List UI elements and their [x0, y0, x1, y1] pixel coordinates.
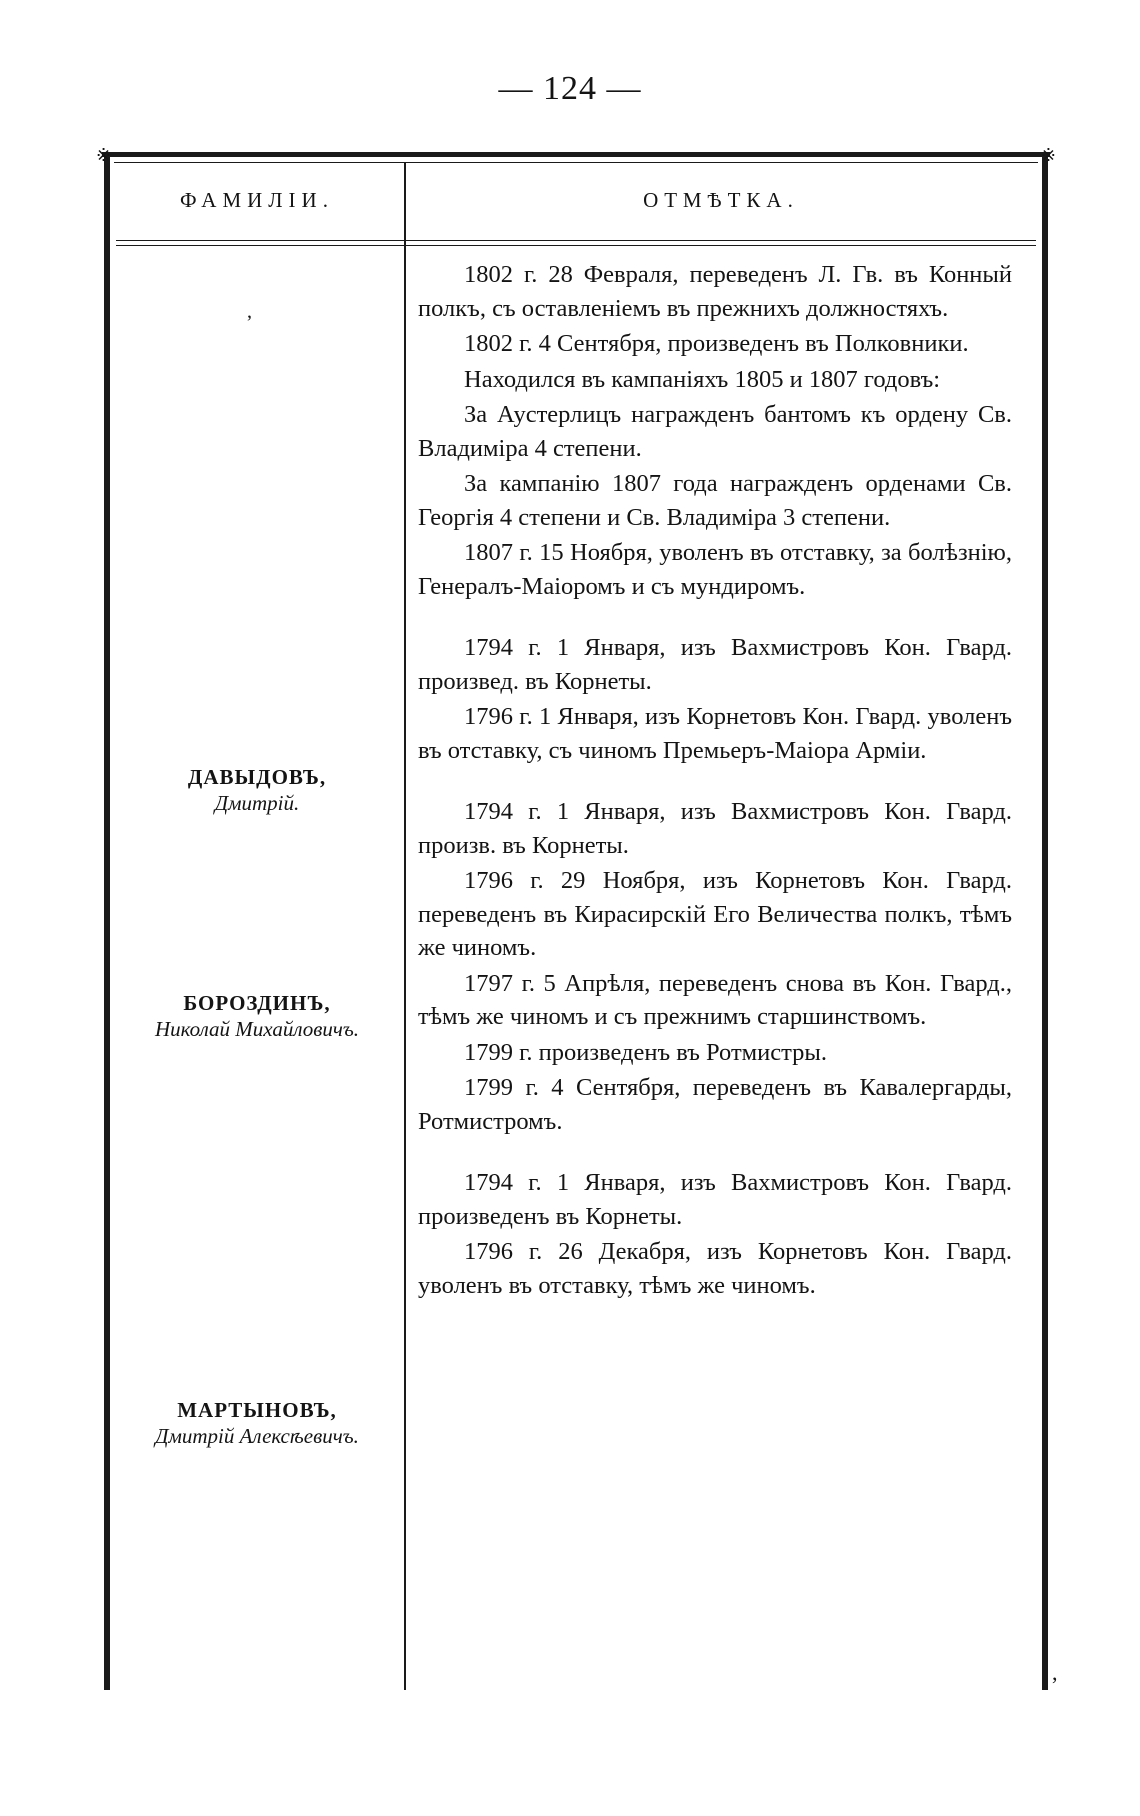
- tick-mark: ʼ: [246, 312, 253, 334]
- corner-ornament-icon: ※: [96, 145, 112, 165]
- top-rule: [102, 152, 1050, 157]
- table-frame: [96, 145, 1056, 1690]
- surname: БОРОЗДИНЪ,: [183, 991, 331, 1015]
- edge-mark: ,: [1052, 1660, 1058, 1685]
- record-entry: 1807 г. 15 Ноября, уволенъ въ отставку, за болѣзнію, Генералъ-Маіоромъ и съ мундиромъ.: [418, 539, 1012, 600]
- notes-column: [418, 258, 1012, 1304]
- header-rule: [116, 240, 1036, 246]
- record-entry: 1802 г. 28 Февраля, переведенъ Л. Гв. въ Конный полкъ, съ оставленіемъ въ прежнихъ должностяхъ.: [418, 261, 1012, 322]
- person-entry: [110, 1397, 404, 1449]
- record-entry: 1794 г. 1 Января, изъ Вахмистровъ Кон. Гвард. произв. въ Корнеты.: [418, 798, 1012, 859]
- record-entry: 1796 г. 29 Ноября, изъ Корнетовъ Кон. Гвард. переведенъ въ Кирасирскій Его Величества полкъ, тѣмъ же чиномъ.: [418, 867, 1012, 961]
- given-name: Николай Михайловичъ.: [154, 1017, 360, 1041]
- record-entry: 1794 г. 1 Января, изъ Вахмистровъ Кон. Гвард. произвед. въ Корнеты.: [418, 634, 1012, 695]
- column-header-notes: ОТМѢТКА.: [643, 188, 799, 212]
- record-entry: 1802 г. 4 Сентября, произведенъ въ Полковники.: [464, 330, 969, 357]
- record-entry: 1799 г. произведенъ въ Ротмистры.: [464, 1038, 828, 1066]
- record-entry: 1794 г. 1 Января, изъ Вахмистровъ Кон. Гвард. произведенъ въ Корнеты.: [418, 1169, 1012, 1230]
- given-name: Дмитрій.: [214, 791, 300, 815]
- record-entry: Находился въ кампаніяхъ 1805 и 1807 годовъ:: [464, 365, 941, 393]
- record-entry: 1796 г. 1 Января, изъ Корнетовъ Кон. Гвард. уволенъ въ отставку, съ чиномъ Премьеръ-Маіора Арміи.: [418, 703, 1012, 764]
- surname: МАРТЫНОВЪ,: [177, 1398, 337, 1422]
- surname: ДАВЫДОВЪ,: [187, 765, 327, 789]
- top-rule-thin: [114, 162, 1038, 163]
- column-header-names: ФАМИЛІИ.: [180, 188, 334, 212]
- record-entry: 1799 г. 4 Сентября, переведенъ въ Кавалергарды, Ротмистромъ.: [418, 1074, 1012, 1135]
- person-entry: [110, 990, 404, 1042]
- corner-ornament-icon: ※: [1040, 145, 1056, 165]
- record-entry: 1797 г. 5 Апрѣля, переведенъ снова въ Кон. Гвард., тѣмъ же чиномъ и съ прежнимъ старшинствомъ.: [418, 969, 1012, 1030]
- record-entry: 1796 г. 26 Декабря, изъ Корнетовъ Кон. Гвард. уволенъ въ отставку, тѣмъ же чиномъ.: [418, 1238, 1012, 1299]
- record-entry: За кампанію 1807 года награжденъ орденами Св. Георгія 4 степени и Св. Владиміра 3 степени.: [418, 470, 1012, 531]
- page-number: — 124 —: [498, 70, 642, 107]
- column-divider: [404, 162, 406, 1690]
- record-entry: За Аустерлицъ награжденъ бантомъ къ ордену Св. Владиміра 4 степени.: [418, 401, 1012, 462]
- person-entry: [110, 764, 404, 816]
- given-name: Дмитрій Алексѣевичъ.: [155, 1424, 359, 1448]
